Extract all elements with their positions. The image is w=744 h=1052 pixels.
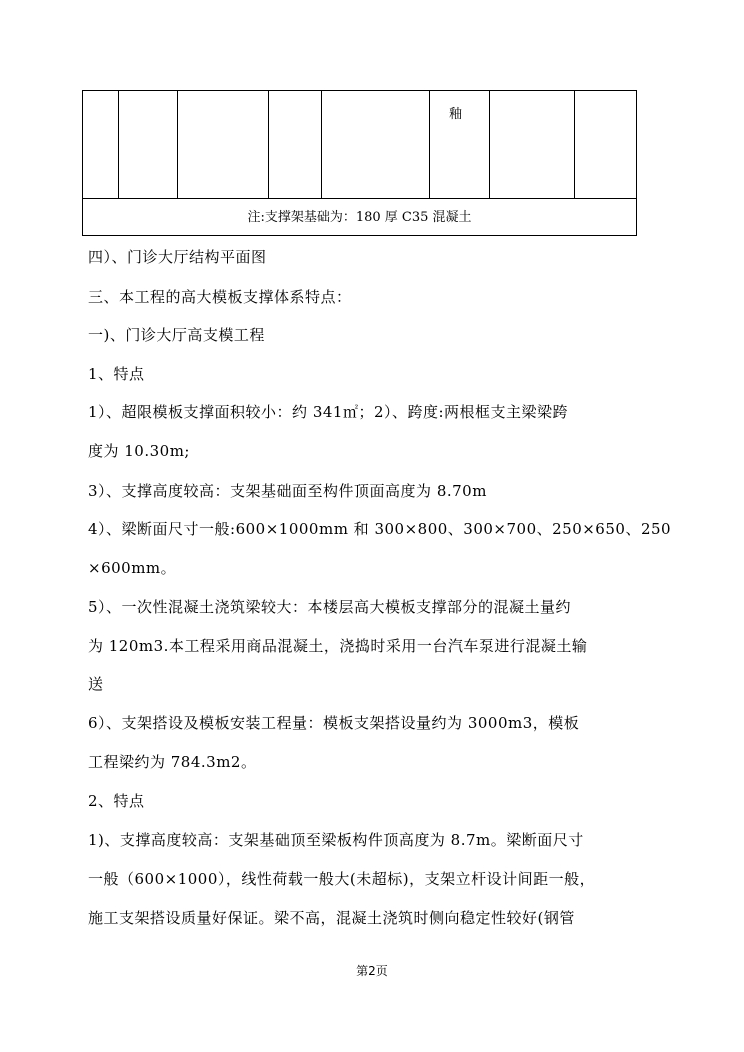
paragraph-line: ×600mm。 [88,559,177,577]
paragraph-line: 4）、梁断面尺寸一般:600×1000mm 和 300×800、300×700、250×650、250 [88,520,672,538]
column-divider [268,91,269,198]
heading-line: 一)、门诊大厅高支模工程 [88,326,265,344]
heading-line: 三、本工程的高大模板支撑体系特点： [88,288,352,306]
paragraph-line: 送 [88,675,104,693]
column-divider [574,91,575,198]
paragraph-line: 一般（600×1000），线性荷载一般大(未超标)，支架立杆设计间距一般， [88,870,596,888]
table-row [83,91,636,199]
paragraph-line: 5）、一次性混凝土浇筑梁较大：本楼层高大模板支撑部分的混凝土量约 [88,598,572,616]
column-divider [118,91,119,198]
heading-line: 四）、门诊大厅结构平面图 [88,248,267,266]
column-divider [321,91,322,198]
heading-line: 1、特点 [88,365,145,383]
paragraph-line: 1）、超限模板支撑面积较小：约 341㎡；2）、跨度:两根框支主梁梁跨 [88,403,569,421]
paragraph-line: 施工支架搭设质量好保证。梁不高，混凝土浇筑时侧向稳定性较好(钢管 [88,909,575,927]
paragraph-line: 为 120m3.本工程采用商品混凝土，浇捣时采用一台汽车泵进行混凝土输 [88,637,588,655]
column-divider [177,91,178,198]
paragraph-line: 3）、支撑高度较高：支架基础面至构件顶面高度为 8.70m [88,482,487,500]
paragraph-line: 1)、支撑高度较高：支架基础顶至梁板构件顶高度为 8.7m。梁断面尺寸 [88,831,584,849]
paragraph-line: 工程梁约为 784.3m2。 [88,753,257,771]
table-note: 注:支撑架基础为：180 厚 C35 混凝土 [247,210,472,225]
paragraph-line: 6）、支架搭设及模板安装工程量：模板支架搭设量约为 3000m3，模板 [88,714,580,732]
heading-line: 2、特点 [88,792,145,810]
structure-table [82,90,637,236]
paragraph-line: 度为 10.30m; [88,442,190,460]
axis-label: 釉 [449,107,463,122]
column-divider [489,91,490,198]
column-divider [429,91,430,198]
page-number: 第2页 [356,964,388,978]
